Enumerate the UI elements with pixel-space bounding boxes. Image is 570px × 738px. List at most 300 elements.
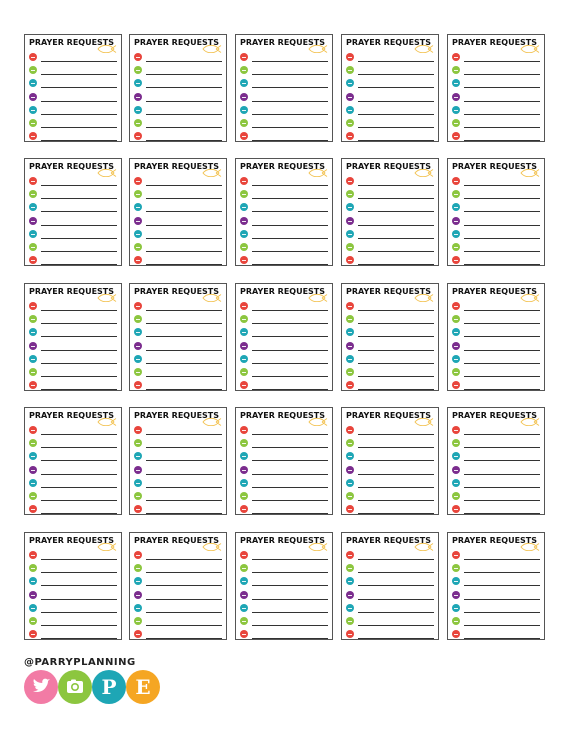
request-line[interactable] [240,591,328,600]
request-line[interactable] [346,190,434,199]
request-line[interactable] [452,119,540,128]
request-line[interactable] [134,591,222,600]
writing-line [146,140,222,141]
request-line[interactable] [346,217,434,226]
writing-line [252,225,328,226]
request-line[interactable] [240,479,328,488]
request-line[interactable] [29,591,117,600]
request-line[interactable] [134,217,222,226]
writing-line [464,350,540,351]
writing-line [146,238,222,239]
bullet-dot-icon [240,426,248,434]
request-line[interactable] [452,203,540,212]
request-line[interactable] [346,256,434,265]
request-line[interactable] [346,381,434,390]
request-line[interactable] [452,53,540,62]
writing-line [464,251,540,252]
request-line[interactable] [134,342,222,351]
writing-line [464,625,540,626]
request-line[interactable] [240,315,328,324]
request-line[interactable] [240,217,328,226]
request-line[interactable] [452,302,540,311]
request-line[interactable] [134,177,222,186]
request-line[interactable] [346,342,434,351]
request-line[interactable] [452,243,540,252]
request-line[interactable] [29,93,117,102]
bullet-dot-icon [346,93,354,101]
prayer-request-card [24,407,122,515]
prayer-request-card [447,158,545,266]
bullet-dot-icon [240,217,248,225]
request-line[interactable] [134,256,222,265]
writing-line [252,513,328,514]
request-line[interactable] [29,106,117,115]
request-line[interactable] [346,315,434,324]
request-line[interactable] [134,230,222,239]
request-line[interactable] [240,328,328,337]
writing-line [464,87,540,88]
request-line[interactable] [240,93,328,102]
bullet-dot-icon [452,577,460,585]
writing-line [41,101,117,102]
request-line[interactable] [240,466,328,475]
bullet-dot-icon [452,106,460,114]
ichthys-fish-icon [202,413,222,421]
bullet-dot-icon [452,368,460,376]
request-line[interactable] [452,328,540,337]
request-line[interactable] [452,106,540,115]
request-line[interactable] [240,79,328,88]
request-line[interactable] [452,368,540,377]
request-line[interactable] [29,381,117,390]
request-line[interactable] [134,328,222,337]
request-line[interactable] [134,119,222,128]
ichthys-fish-icon [414,413,434,421]
writing-line [146,487,222,488]
bullet-dot-icon [346,217,354,225]
request-line[interactable] [29,119,117,128]
writing-line [252,559,328,560]
bullet-dot-icon [346,302,354,310]
ichthys-fish-icon [202,289,222,297]
request-line[interactable] [240,439,328,448]
bullet-dot-icon [29,302,37,310]
bullet-dot-icon [134,203,142,211]
request-line[interactable] [452,132,540,141]
request-line[interactable] [452,630,540,639]
card-title: PRAYER REQUESTS [346,287,432,296]
card-title: PRAYER REQUESTS [452,38,538,47]
request-line[interactable] [134,190,222,199]
bullet-dot-icon [29,190,37,198]
request-line[interactable] [134,368,222,377]
request-line[interactable] [29,79,117,88]
request-line[interactable] [134,577,222,586]
bullet-dot-icon [240,381,248,389]
request-line[interactable] [346,630,434,639]
bullet-dot-icon [240,630,248,638]
writing-line [358,434,434,435]
request-line[interactable] [452,93,540,102]
request-line[interactable] [452,604,540,613]
request-line[interactable] [134,302,222,311]
request-line[interactable] [29,190,117,199]
request-line[interactable] [240,505,328,514]
writing-line [252,638,328,639]
bullet-dot-icon [240,53,248,61]
prayer-request-card [235,158,333,266]
twitter-icon[interactable] [24,670,58,704]
writing-line [358,87,434,88]
request-line[interactable] [29,203,117,212]
request-line[interactable] [346,328,434,337]
request-line[interactable] [346,203,434,212]
request-line[interactable] [240,368,328,377]
request-line[interactable] [240,66,328,75]
request-line[interactable] [346,439,434,448]
writing-line [358,389,434,390]
request-line[interactable] [29,466,117,475]
request-line[interactable] [29,302,117,311]
bullet-dot-icon [29,203,37,211]
pinterest-icon[interactable] [92,670,126,704]
request-line[interactable] [29,551,117,560]
request-line[interactable] [452,355,540,364]
request-line[interactable] [346,452,434,461]
bullet-dot-icon [240,190,248,198]
request-line[interactable] [452,426,540,435]
request-line[interactable] [240,604,328,613]
request-line[interactable] [346,479,434,488]
prayer-request-card [24,532,122,640]
request-line[interactable] [29,315,117,324]
writing-line [252,625,328,626]
bullet-dot-icon [452,604,460,612]
request-line[interactable] [452,217,540,226]
ichthys-fish-icon [414,289,434,297]
writing-line [252,310,328,311]
request-line[interactable] [29,604,117,613]
request-line[interactable] [240,106,328,115]
request-line[interactable] [134,505,222,514]
bullet-dot-icon [29,355,37,363]
bullet-dot-icon [346,577,354,585]
request-line[interactable] [452,439,540,448]
ichthys-fish-icon [308,538,328,546]
request-line[interactable] [346,177,434,186]
ichthys-fish-icon [414,164,434,172]
request-line[interactable] [134,243,222,252]
bullet-dot-icon [452,426,460,434]
bullet-dot-icon [29,342,37,350]
bullet-dot-icon [29,426,37,434]
request-line[interactable] [134,604,222,613]
request-line[interactable] [240,230,328,239]
request-line[interactable] [240,203,328,212]
request-line[interactable] [240,577,328,586]
writing-line [146,434,222,435]
request-line[interactable] [452,452,540,461]
request-line[interactable] [240,132,328,141]
request-line[interactable] [240,355,328,364]
request-line[interactable] [452,591,540,600]
bullet-dot-icon [29,604,37,612]
writing-line [464,101,540,102]
request-line[interactable] [346,53,434,62]
card-title: PRAYER REQUESTS [240,411,326,420]
request-line[interactable] [29,177,117,186]
request-line[interactable] [452,177,540,186]
request-line[interactable] [346,577,434,586]
request-line[interactable] [134,132,222,141]
request-line[interactable] [346,591,434,600]
request-line[interactable] [134,466,222,475]
etsy-icon[interactable] [126,670,160,704]
request-line[interactable] [452,342,540,351]
request-line[interactable] [452,466,540,475]
writing-line [358,376,434,377]
request-line[interactable] [346,617,434,626]
request-line[interactable] [29,53,117,62]
card-title: PRAYER REQUESTS [452,536,538,545]
request-line[interactable] [134,551,222,560]
ichthys-fish-icon [97,289,117,297]
request-line[interactable] [134,617,222,626]
writing-line [146,74,222,75]
request-line[interactable] [240,53,328,62]
request-line[interactable] [346,492,434,501]
request-line[interactable] [346,368,434,377]
writing-line [252,101,328,102]
writing-line [41,310,117,311]
request-line[interactable] [346,505,434,514]
request-line[interactable] [346,79,434,88]
request-line[interactable] [346,355,434,364]
request-line[interactable] [29,243,117,252]
request-line[interactable] [134,564,222,573]
request-line[interactable] [134,66,222,75]
request-line[interactable] [134,630,222,639]
request-line[interactable] [346,426,434,435]
writing-line [464,185,540,186]
bullet-dot-icon [29,328,37,336]
bullet-dot-icon [134,66,142,74]
request-line[interactable] [240,302,328,311]
card-title: PRAYER REQUESTS [134,287,220,296]
prayer-request-card [129,283,227,391]
request-line[interactable] [134,426,222,435]
writing-line [146,638,222,639]
card-title: PRAYER REQUESTS [346,162,432,171]
request-line[interactable] [29,368,117,377]
request-line[interactable] [29,256,117,265]
request-line[interactable] [29,439,117,448]
request-line[interactable] [346,604,434,613]
request-line[interactable] [29,355,117,364]
request-line[interactable] [240,190,328,199]
bullet-dot-icon [29,315,37,323]
request-line[interactable] [240,177,328,186]
writing-line [464,612,540,613]
bullet-dot-icon [134,177,142,185]
writing-line [146,211,222,212]
request-line[interactable] [134,93,222,102]
card-title: PRAYER REQUESTS [29,411,115,420]
request-line[interactable] [346,66,434,75]
request-line[interactable] [29,577,117,586]
writing-line [358,625,434,626]
request-line[interactable] [346,119,434,128]
request-line[interactable] [452,617,540,626]
writing-line [146,310,222,311]
prayer-request-card [235,532,333,640]
bullet-dot-icon [240,79,248,87]
request-line[interactable] [452,479,540,488]
bullet-dot-icon [29,617,37,625]
bullet-dot-icon [240,66,248,74]
bullet-dot-icon [134,342,142,350]
request-line[interactable] [29,328,117,337]
request-line[interactable] [452,66,540,75]
request-line[interactable] [29,342,117,351]
writing-line [464,61,540,62]
writing-line [252,350,328,351]
request-line[interactable] [240,342,328,351]
request-line[interactable] [452,230,540,239]
request-line[interactable] [29,230,117,239]
request-line[interactable] [134,53,222,62]
writing-line [358,336,434,337]
request-line[interactable] [452,190,540,199]
request-line[interactable] [29,426,117,435]
writing-line [464,585,540,586]
writing-line [252,572,328,573]
request-line[interactable] [452,381,540,390]
request-line[interactable] [346,230,434,239]
request-line[interactable] [29,66,117,75]
prayer-request-card [235,283,333,391]
bullet-dot-icon [346,492,354,500]
request-line[interactable] [134,452,222,461]
request-line[interactable] [134,79,222,88]
request-line[interactable] [29,479,117,488]
request-line[interactable] [134,492,222,501]
bullet-dot-icon [346,551,354,559]
request-line[interactable] [452,577,540,586]
card-title: PRAYER REQUESTS [134,536,220,545]
bullet-dot-icon [134,106,142,114]
request-line[interactable] [134,479,222,488]
request-line[interactable] [29,630,117,639]
request-line[interactable] [240,617,328,626]
writing-line [358,323,434,324]
bullet-dot-icon [452,217,460,225]
writing-line [146,460,222,461]
request-line[interactable] [240,426,328,435]
bullet-dot-icon [134,617,142,625]
bullet-dot-icon [346,177,354,185]
writing-line [464,140,540,141]
bullet-dot-icon [134,505,142,513]
prayer-request-card [24,158,122,266]
request-line[interactable] [29,564,117,573]
request-line[interactable] [240,119,328,128]
request-line[interactable] [240,564,328,573]
writing-line [41,127,117,128]
request-line[interactable] [346,551,434,560]
writing-line [464,559,540,560]
bullet-dot-icon [240,604,248,612]
bullet-dot-icon [452,591,460,599]
request-line[interactable] [346,564,434,573]
request-line[interactable] [452,256,540,265]
request-line[interactable] [29,452,117,461]
request-line[interactable] [452,315,540,324]
bullet-dot-icon [346,53,354,61]
request-line[interactable] [134,381,222,390]
request-line[interactable] [452,492,540,501]
request-line[interactable] [29,217,117,226]
request-line[interactable] [240,256,328,265]
prayer-request-card [24,34,122,142]
request-line[interactable] [452,505,540,514]
request-line[interactable] [240,381,328,390]
writing-line [358,612,434,613]
writing-line [41,211,117,212]
ichthys-fish-icon [520,40,540,48]
request-line[interactable] [134,355,222,364]
writing-line [358,447,434,448]
request-line[interactable] [346,132,434,141]
bullet-dot-icon [452,617,460,625]
request-line[interactable] [452,551,540,560]
request-line[interactable] [134,106,222,115]
request-line[interactable] [134,439,222,448]
bullet-dot-icon [134,355,142,363]
writing-line [464,225,540,226]
request-line[interactable] [29,132,117,141]
request-line[interactable] [240,551,328,560]
request-line[interactable] [346,243,434,252]
writing-line [464,599,540,600]
writing-line [252,264,328,265]
request-line[interactable] [346,106,434,115]
bullet-dot-icon [452,119,460,127]
request-line[interactable] [134,315,222,324]
request-line[interactable] [134,203,222,212]
instagram-icon[interactable] [58,670,92,704]
request-line[interactable] [29,505,117,514]
writing-line [464,238,540,239]
request-line[interactable] [29,492,117,501]
writing-line [464,487,540,488]
bullet-dot-icon [452,230,460,238]
bullet-dot-icon [29,439,37,447]
request-line[interactable] [346,302,434,311]
request-line[interactable] [452,564,540,573]
request-line[interactable] [240,243,328,252]
request-line[interactable] [240,452,328,461]
request-line[interactable] [240,630,328,639]
request-line[interactable] [346,93,434,102]
card-title: PRAYER REQUESTS [134,38,220,47]
writing-line [358,101,434,102]
request-line[interactable] [346,466,434,475]
request-line[interactable] [452,79,540,88]
bullet-dot-icon [452,439,460,447]
request-line[interactable] [29,617,117,626]
request-line[interactable] [240,492,328,501]
